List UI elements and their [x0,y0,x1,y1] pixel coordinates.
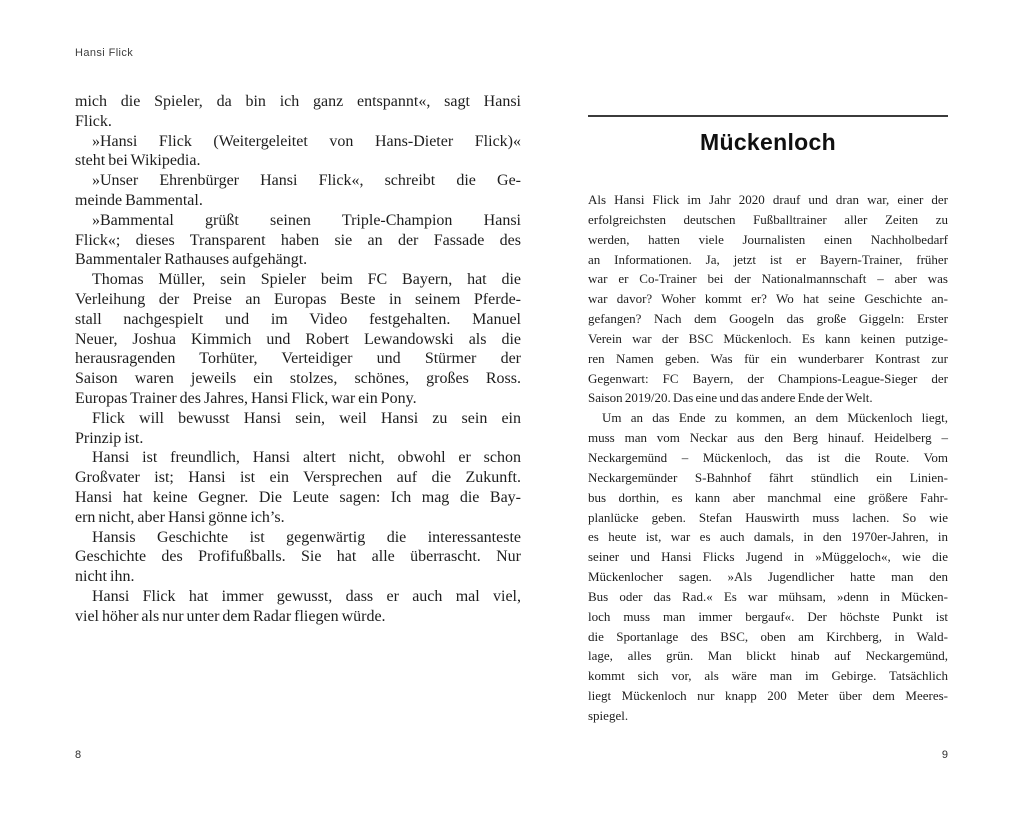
paragraph [75,270,521,409]
text-line: Gegenwart: FC Bayern, der Champions-League-Sieger der [588,370,948,386]
text-line: Bus oder das Rad.« Es war mühsam, »denn in Mücken- [588,588,948,604]
text-line: stall nachgespielt und im Video festgehalten. Manuel [75,310,521,328]
text-line: Verein war der BSC Mückenloch. Es kann keinen putzige- [588,330,948,346]
text-line: nicht ihn. [75,568,135,586]
text-line: Neckargemünder S-Bahnhof fährt stündlich ein Linien- [588,469,948,485]
text-line: die Sportanlage des BSC, oben am Kirchberg, in Wald- [588,628,948,644]
paragraph [75,211,521,270]
text-line: Flick. [75,112,112,130]
text-line: loch muss man immer bergauf«. Der höchste Punkt ist [588,608,948,624]
text-line: Hansi Flick hat immer gewusst, dass er auch mal viel, [92,587,521,605]
text-line: Geschichte des Profifußballs. Sie hat alle überrascht. Nur [75,548,521,566]
text-line: Hansi ist freundlich, Hansi altert nicht, obwohl er schon [92,449,521,467]
text-line: »Unser Ehrenbürger Hansi Flick«, schreibt die Ge- [92,172,521,190]
text-line: steht bei Wikipedia. [75,152,201,170]
text-line: war davor? Woher kommt er? Wo hat seine Geschichte an- [588,291,948,307]
page-number-left: 8 [75,749,82,761]
text-line: liegt Mückenloch nur knapp 200 Meter über dem Meeres- [588,688,948,704]
text-line: muss man vom Neckar aus den Berg hinauf. Heidelberg – [588,430,948,446]
text-line: Europas Trainer des Jahres, Hansi Flick, war ein Pony. [75,389,417,407]
text-line: gefangen? Nach dem Googeln das große Giggeln: Erster [588,311,948,327]
text-line: Neuer, Joshua Kimmich und Robert Lewandowski als die [75,330,521,348]
text-line: planlücke geben. Stefan Hauswirth muss lachen. So wie [588,509,948,525]
text-line: »Bammental grüßt seinen Triple-Champion Hansi [92,211,521,229]
text-line: Bammentaler Rathauses aufgehängt. [75,251,308,269]
text-line: Verleihung der Preise an Europas Beste in seinem Pferde- [75,290,521,308]
text-line: erfolgreichsten deutschen Fußballtrainer aller Zeiten zu [588,211,948,227]
text-line: Prinzip ist. [75,429,144,447]
text-line: Hansis Geschichte ist gegenwärtig die interessanteste [92,528,521,546]
paragraph [75,528,521,587]
text-line: Um an das Ende zu kommen, an dem Mückenloch liegt, [602,410,948,426]
left-page-body [75,92,521,627]
running-header: Hansi Flick [75,47,134,59]
text-line: meinde Bammental. [75,191,203,209]
text-line: Thomas Müller, sein Spieler beim FC Bayern, hat die [92,271,521,289]
text-line: herausragenden Torhüter, Verteidiger und Stürmer der [75,350,521,368]
text-line: ern nicht, aber Hansi gönne ich’s. [75,508,285,526]
text-line: mich die Spieler, da bin ich ganz entspannt«, sagt Hansi [75,93,521,110]
text-line: bus dorthin, es kann aber manchmal eine größere Fahr- [588,489,948,505]
text-line: lage, alles grün. Man blickt hinab auf Neckargemünd, [588,648,948,664]
paragraph [588,190,948,408]
text-line: Hansi hat keine Gegner. Die Leute sagen: Ich mag die Bay- [75,488,521,506]
paragraph [75,132,521,172]
text-line: werden, hatten viele Journalisten einen Nachholbedarf [588,231,948,247]
text-line: Neckargemünd – Mückenloch, das ist die Route. Vom [588,449,948,465]
paragraph [588,408,948,726]
text-line: Saison 2019/20. Das eine und das andere Ende der Welt. [588,390,873,406]
paragraph [75,409,521,449]
text-line: »Hansi Flick (Weitergeleitet von Hans-Dieter Flick)« [92,132,521,150]
paragraph [75,448,521,527]
text-line: Als Hansi Flick im Jahr 2020 drauf und dran war, einer der [588,192,948,207]
paragraph [75,587,521,627]
chapter-title: Mückenloch [700,129,836,155]
text-line: war er Co-Trainer bei der Nationalmannschaft – aber was [588,271,948,287]
text-line: Großvater ist; Hansi ist ein Versprechen auf die Zukunft. [75,469,521,487]
text-line: Flick«; dieses Transparent haben sie an der Fassade des [75,231,521,249]
text-line: Flick will bewusst Hansi sein, weil Hansi zu sein ein [92,409,521,427]
text-line: Mückenlocher sagen. »Als Jugendlicher hatte man den [588,569,948,585]
page-number-right: 9 [941,749,948,761]
text-line: an Informationen. Ja, jetzt ist er Bayern-Trainer, früher [588,251,948,267]
paragraph [75,92,521,132]
right-page-body [588,190,948,726]
text-line: es heute ist, war es auch damals, in den 1970er-Jahren, in [588,529,948,545]
text-line: spiegel. [588,707,629,723]
text-line: ren Namen geben. Was für ein wunderbarer Kontrast zur [588,350,948,366]
chapter-divider-rule [588,115,948,117]
paragraph [75,171,521,211]
text-line: viel höher als nur unter dem Radar fliegen würde. [75,607,386,625]
text-line: Saison waren jeweils ein stolzes, schönes, großes Ross. [75,370,521,388]
text-line: seiner und Hansi Flicks Jugend in »Müggeloch«, wie die [588,549,948,565]
text-line: kommt sich vor, als wäre man im Gebirge. Tatsächlich [588,668,948,684]
